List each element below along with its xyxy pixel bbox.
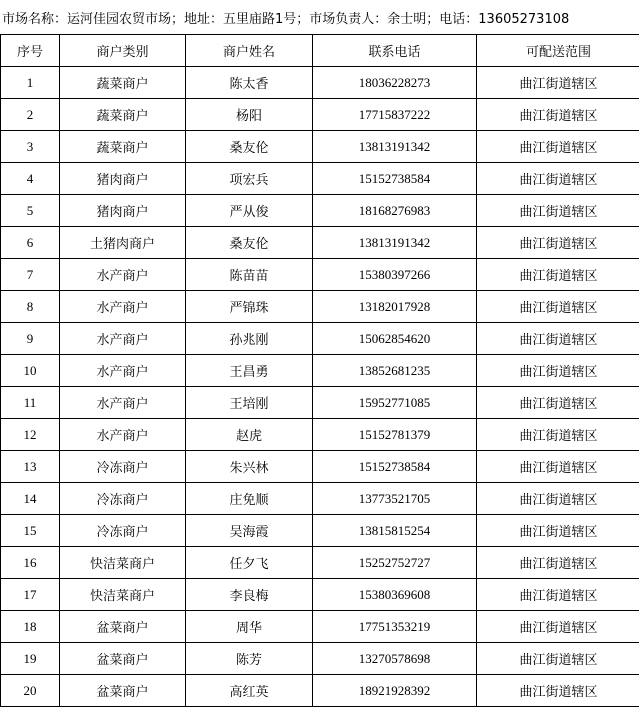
- cell-delivery-area[interactable]: 曲江街道辖区: [477, 451, 639, 483]
- cell-phone[interactable]: 13813191342: [313, 131, 477, 163]
- cell-category[interactable]: 水产商户: [60, 291, 186, 323]
- cell-index[interactable]: 7: [1, 259, 60, 291]
- cell-index[interactable]: 6: [1, 227, 60, 259]
- cell-phone[interactable]: 13815815254: [313, 515, 477, 547]
- table-row: [1, 323, 639, 355]
- cell-index[interactable]: 16: [1, 547, 60, 579]
- cell-merchant-name[interactable]: 庄免顺: [186, 483, 313, 515]
- cell-delivery-area[interactable]: 曲江街道辖区: [477, 419, 639, 451]
- cell-index[interactable]: 11: [1, 387, 60, 419]
- cell-phone[interactable]: 15252752727: [313, 547, 477, 579]
- cell-phone[interactable]: 15152738584: [313, 451, 477, 483]
- cell-index[interactable]: 3: [1, 131, 60, 163]
- cell-delivery-area[interactable]: 曲江街道辖区: [477, 195, 639, 227]
- table-row: [1, 451, 639, 483]
- cell-index[interactable]: 10: [1, 355, 60, 387]
- table-row: [1, 579, 639, 611]
- cell-category[interactable]: 水产商户: [60, 323, 186, 355]
- table-row: [1, 515, 639, 547]
- cell-phone[interactable]: 15062854620: [313, 323, 477, 355]
- market-info-header: [0, 0, 639, 34]
- table-row: [1, 387, 639, 419]
- cell-merchant-name[interactable]: 严从俊: [186, 195, 313, 227]
- cell-index[interactable]: 14: [1, 483, 60, 515]
- column-header-name[interactable]: 商户姓名: [186, 35, 313, 67]
- cell-merchant-name[interactable]: 桑友伦: [186, 131, 313, 163]
- cell-index[interactable]: 1: [1, 67, 60, 99]
- column-header-delivery-area[interactable]: 可配送范围: [477, 35, 639, 67]
- cell-phone[interactable]: 15380369608: [313, 579, 477, 611]
- cell-delivery-area[interactable]: 曲江街道辖区: [477, 547, 639, 579]
- cell-merchant-name[interactable]: 陈芳: [186, 643, 313, 675]
- table-row: [1, 227, 639, 259]
- cell-delivery-area[interactable]: 曲江街道辖区: [477, 131, 639, 163]
- cell-merchant-name[interactable]: 严锦珠: [186, 291, 313, 323]
- cell-category[interactable]: 冷冻商户: [60, 515, 186, 547]
- cell-category[interactable]: 水产商户: [60, 259, 186, 291]
- cell-merchant-name[interactable]: 项宏兵: [186, 163, 313, 195]
- cell-category[interactable]: 蔬菜商户: [60, 131, 186, 163]
- cell-category[interactable]: 盆菜商户: [60, 675, 186, 707]
- cell-phone[interactable]: 13773521705: [313, 483, 477, 515]
- cell-delivery-area[interactable]: 曲江街道辖区: [477, 387, 639, 419]
- table-row: [1, 611, 639, 643]
- column-header-phone[interactable]: 联系电话: [313, 35, 477, 67]
- cell-index[interactable]: 8: [1, 291, 60, 323]
- cell-delivery-area[interactable]: 曲江街道辖区: [477, 291, 639, 323]
- cell-merchant-name[interactable]: 王培刚: [186, 387, 313, 419]
- cell-category[interactable]: 水产商户: [60, 419, 186, 451]
- table-row: [1, 291, 639, 323]
- cell-phone[interactable]: 13270578698: [313, 643, 477, 675]
- cell-delivery-area[interactable]: 曲江街道辖区: [477, 643, 639, 675]
- cell-merchant-name[interactable]: 王昌勇: [186, 355, 313, 387]
- cell-merchant-name[interactable]: 桑友伦: [186, 227, 313, 259]
- cell-merchant-name[interactable]: 杨阳: [186, 99, 313, 131]
- column-header-category[interactable]: 商户类别: [60, 35, 186, 67]
- cell-merchant-name[interactable]: 赵虎: [186, 419, 313, 451]
- cell-category[interactable]: 猪肉商户: [60, 195, 186, 227]
- cell-delivery-area[interactable]: 曲江街道辖区: [477, 675, 639, 707]
- cell-category[interactable]: 蔬菜商户: [60, 99, 186, 131]
- cell-category[interactable]: 盆菜商户: [60, 611, 186, 643]
- cell-phone[interactable]: 18036228273: [313, 67, 477, 99]
- cell-index[interactable]: 2: [1, 99, 60, 131]
- table-row: [1, 67, 639, 99]
- cell-delivery-area[interactable]: 曲江街道辖区: [477, 163, 639, 195]
- cell-phone[interactable]: 15952771085: [313, 387, 477, 419]
- cell-merchant-name[interactable]: 李良梅: [186, 579, 313, 611]
- cell-delivery-area[interactable]: 曲江街道辖区: [477, 355, 639, 387]
- table-row: [1, 547, 639, 579]
- cell-index[interactable]: 15: [1, 515, 60, 547]
- cell-category[interactable]: 水产商户: [60, 387, 186, 419]
- cell-phone[interactable]: 13852681235: [313, 355, 477, 387]
- table-row: [1, 643, 639, 675]
- cell-merchant-name[interactable]: 陈太香: [186, 67, 313, 99]
- cell-category[interactable]: 冷冻商户: [60, 451, 186, 483]
- table-row: [1, 355, 639, 387]
- cell-delivery-area[interactable]: 曲江街道辖区: [477, 99, 639, 131]
- merchant-table: [0, 34, 639, 707]
- cell-category[interactable]: 蔬菜商户: [60, 67, 186, 99]
- cell-category[interactable]: 猪肉商户: [60, 163, 186, 195]
- cell-phone[interactable]: 13813191342: [313, 227, 477, 259]
- cell-delivery-area[interactable]: 曲江街道辖区: [477, 227, 639, 259]
- cell-index[interactable]: 13: [1, 451, 60, 483]
- cell-phone[interactable]: 17715837222: [313, 99, 477, 131]
- cell-category[interactable]: 快洁菜商户: [60, 547, 186, 579]
- table-row: [1, 259, 639, 291]
- column-header-index[interactable]: 序号: [1, 35, 60, 67]
- table-row: [1, 99, 639, 131]
- cell-merchant-name[interactable]: 周华: [186, 611, 313, 643]
- cell-index[interactable]: 12: [1, 419, 60, 451]
- cell-merchant-name[interactable]: 朱兴林: [186, 451, 313, 483]
- cell-category[interactable]: 冷冻商户: [60, 483, 186, 515]
- table-row: [1, 419, 639, 451]
- cell-delivery-area[interactable]: 曲江街道辖区: [477, 67, 639, 99]
- cell-phone[interactable]: 15380397266: [313, 259, 477, 291]
- cell-phone[interactable]: 15152738584: [313, 163, 477, 195]
- cell-index[interactable]: 20: [1, 675, 60, 707]
- cell-phone[interactable]: 13182017928: [313, 291, 477, 323]
- cell-delivery-area[interactable]: 曲江街道辖区: [477, 483, 639, 515]
- cell-merchant-name[interactable]: 孙兆刚: [186, 323, 313, 355]
- cell-merchant-name[interactable]: 吴海霞: [186, 515, 313, 547]
- table-body: [1, 67, 639, 707]
- cell-index[interactable]: 19: [1, 643, 60, 675]
- cell-category[interactable]: 水产商户: [60, 355, 186, 387]
- cell-category[interactable]: 盆菜商户: [60, 643, 186, 675]
- cell-merchant-name[interactable]: 陈苗苗: [186, 259, 313, 291]
- cell-category[interactable]: 土猪肉商户: [60, 227, 186, 259]
- table-row: [1, 195, 639, 227]
- table-row: [1, 131, 639, 163]
- table-row: [1, 483, 639, 515]
- cell-phone[interactable]: 18168276983: [313, 195, 477, 227]
- cell-merchant-name[interactable]: 任夕飞: [186, 547, 313, 579]
- cell-delivery-area[interactable]: 曲江街道辖区: [477, 579, 639, 611]
- cell-merchant-name[interactable]: 高红英: [186, 675, 313, 707]
- market-info-text: 市场名称：运河佳园农贸市场；地址：五里庙路1号；市场负责人：余士明；电话：13605273108: [2, 11, 570, 27]
- cell-phone[interactable]: 15152781379: [313, 419, 477, 451]
- cell-index[interactable]: 4: [1, 163, 60, 195]
- cell-phone[interactable]: 17751353219: [313, 611, 477, 643]
- cell-delivery-area[interactable]: 曲江街道辖区: [477, 611, 639, 643]
- cell-index[interactable]: 9: [1, 323, 60, 355]
- cell-phone[interactable]: 18921928392: [313, 675, 477, 707]
- table-header-row: [1, 35, 639, 67]
- cell-delivery-area[interactable]: 曲江街道辖区: [477, 323, 639, 355]
- cell-delivery-area[interactable]: 曲江街道辖区: [477, 259, 639, 291]
- cell-delivery-area[interactable]: 曲江街道辖区: [477, 515, 639, 547]
- cell-index[interactable]: 5: [1, 195, 60, 227]
- table-row: [1, 163, 639, 195]
- cell-index[interactable]: 18: [1, 611, 60, 643]
- cell-index[interactable]: 17: [1, 579, 60, 611]
- table-row: [1, 675, 639, 707]
- cell-category[interactable]: 快洁菜商户: [60, 579, 186, 611]
